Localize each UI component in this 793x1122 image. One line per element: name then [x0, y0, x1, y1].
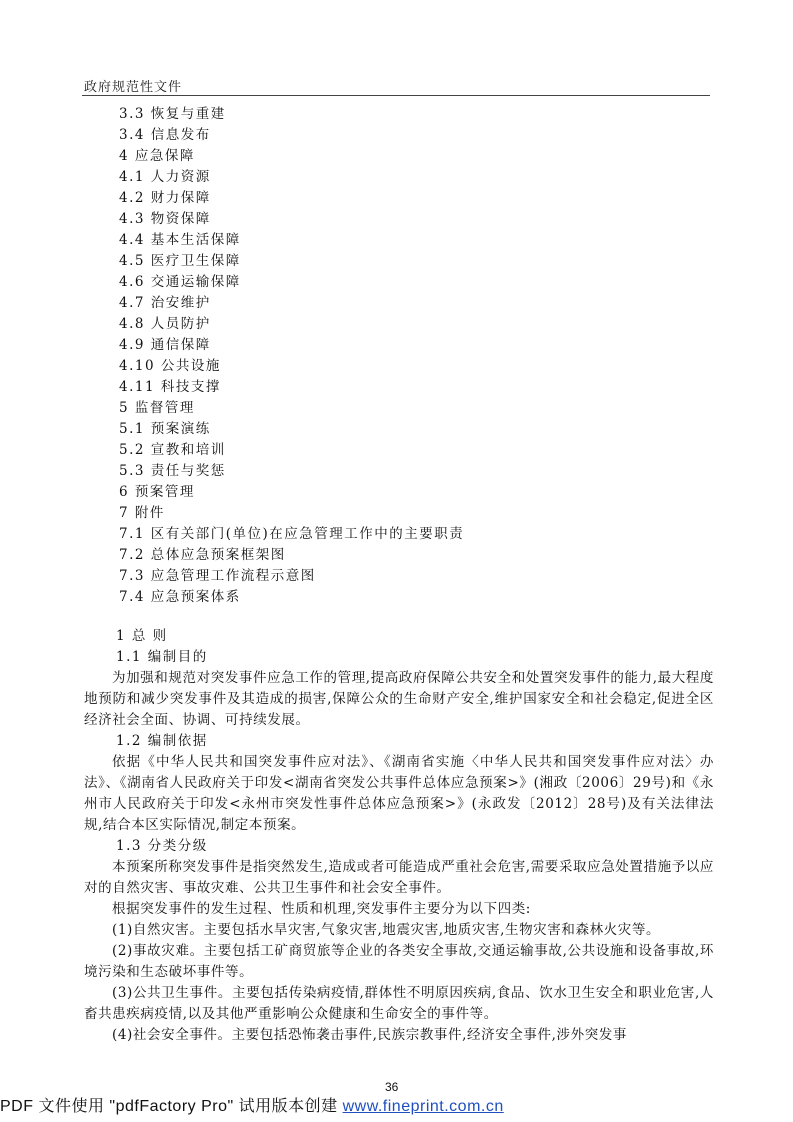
toc-item: 4.10 公共设施	[119, 358, 221, 374]
table-of-contents	[119, 104, 464, 608]
paragraph: 根据突发事件的发生过程、性质和机理,突发事件主要分为以下四类:	[112, 901, 531, 917]
toc-item: 4.11 科技支撑	[119, 379, 221, 395]
paragraph: (2)事故灾难。主要包括工矿商贸旅等企业的各类安全事故,交通运输事故,公共设施和设备事故,环境污染和生态破坏事件等。	[84, 943, 714, 980]
toc-item: 7 附件	[119, 505, 165, 521]
toc-item: 4.3 物资保障	[119, 211, 211, 227]
toc-item: 7.4 应急预案体系	[119, 589, 241, 605]
toc-item: 4.8 人员防护	[119, 316, 211, 332]
paragraph: 本预案所称突发事件是指突然发生,造成或者可能造成严重社会危害,需要采取应急处置措施予以应对的自然灾害、事故灾难、公共卫生事件和社会安全事件。	[84, 859, 714, 896]
footer-link[interactable]: www.fineprint.com.cn	[342, 1098, 504, 1115]
toc-item: 7.3 应急管理工作流程示意图	[119, 568, 316, 584]
toc-item: 4.1 人力资源	[119, 169, 211, 185]
toc-item: 6 预案管理	[119, 484, 195, 500]
section-heading: 1.1 编制目的	[116, 649, 208, 665]
toc-item: 4.5 医疗卫生保障	[119, 253, 241, 269]
page-number: 36	[385, 1080, 399, 1094]
toc-item: 3.3 恢复与重建	[119, 106, 226, 122]
toc-item: 4.7 治安维护	[119, 295, 211, 311]
toc-item: 5.1 预案演练	[119, 421, 211, 437]
toc-item: 4.9 通信保障	[119, 337, 211, 353]
section-heading: 1.2 编制依据	[116, 733, 208, 749]
paragraph: (4)社会安全事件。主要包括恐怖袭击事件,民族宗教事件,经济安全事件,涉外突发事	[112, 1027, 627, 1043]
toc-item: 5.3 责任与奖惩	[119, 463, 226, 479]
toc-item: 7.2 总体应急预案框架图	[119, 547, 286, 563]
header-divider	[82, 95, 710, 96]
toc-item: 4 应急保障	[119, 148, 195, 164]
toc-item: 4.4 基本生活保障	[119, 232, 241, 248]
toc-item: 4.2 财力保障	[119, 190, 211, 206]
paragraph: (3)公共卫生事件。主要包括传染病疫情,群体性不明原因疾病,食品、饮水卫生安全和职业危害,人畜共患疾病疫情,以及其他严重影响公众健康和生命安全的事件等。	[84, 985, 714, 1022]
pdf-footer	[0, 1093, 504, 1116]
footer-text: PDF 文件使用 "pdfFactory Pro" 试用版本创建	[0, 1098, 343, 1115]
paragraph: 依据《中华人民共和国突发事件应对法》、《湖南省实施〈中华人民共和国突发事件应对法〉办法》、《湖南省人民政府关于印发<湖南省突发公共事件总体应急预案>》(湘政〔2006〕29号)和《永州市人民政府关于印发<永州市突发性事件总体应急预案>》(永政发〔2012〕28号)及有关法律法规,结合本区实际情况,制定本预案。	[84, 754, 714, 833]
document-header: 政府规范性文件	[84, 80, 183, 95]
paragraph: (1)自然灾害。主要包括水旱灾害,气象灾害,地震灾害,地质灾害,生物灾害和森林火灾等。	[112, 922, 661, 938]
toc-item: 4.6 交通运输保障	[119, 274, 241, 290]
toc-item: 5.2 宣教和培训	[119, 442, 226, 458]
document-body	[84, 626, 714, 1046]
toc-item: 3.4 信息发布	[119, 127, 211, 143]
toc-item: 5 监督管理	[119, 400, 195, 416]
section-heading: 1.3 分类分级	[116, 838, 208, 854]
section-heading: 1 总 则	[116, 628, 168, 644]
toc-item: 7.1 区有关部门(单位)在应急管理工作中的主要职责	[119, 526, 465, 542]
paragraph: 为加强和规范对突发事件应急工作的管理,提高政府保障公共安全和处置突发事件的能力,最大程度地预防和减少突发事件及其造成的损害,保障公众的生命财产安全,维护国家安全和社会稳定,促进全区经济社会全面、协调、可持续发展。	[84, 670, 714, 728]
